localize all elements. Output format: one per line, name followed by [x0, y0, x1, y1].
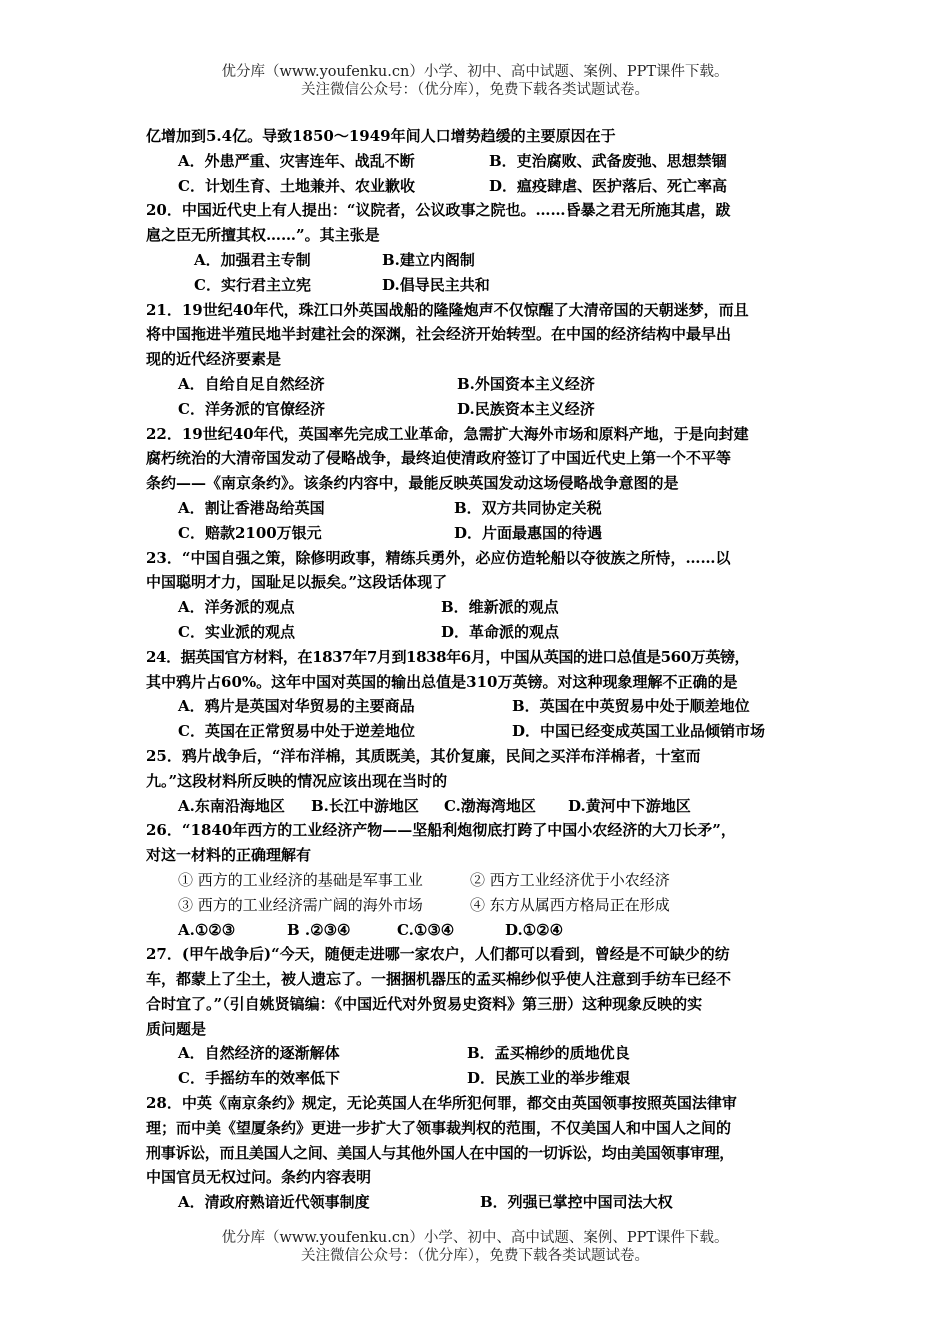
option-row — [146, 248, 811, 273]
question-25 — [146, 744, 811, 818]
option-d: D．中国已经变成英国工业品倾销市场 — [512, 722, 766, 741]
option-b: B．英国在中英贸易中处于顺差地位 — [512, 697, 750, 716]
option-row — [146, 496, 811, 521]
question-stem: 27．(甲午战争后)“今天，随便走进哪一家农户，人们都可以看到，曾经是不可缺少的纺 — [146, 945, 730, 964]
question-stem: 中国聪明才力，国耻足以振矣。”这段话体现了 — [146, 573, 448, 592]
option-d: D.①②④ — [505, 920, 564, 939]
question-19 — [146, 124, 811, 198]
option-row — [146, 521, 811, 546]
statement-1: ① 西方的工业经济的基础是军事工业 — [178, 870, 423, 889]
footer-line-1: 优分库（www.youfenku.cn）小学、初中、高中试题、案例、PPT课件下载。 — [221, 1230, 729, 1246]
option-a: A.东南沿海地区 — [178, 796, 285, 815]
option-a: A．割让香港岛给英国 — [178, 498, 325, 517]
question-stem: 25．鸦片战争后，“洋布洋棉，其质既美，其价复廉，民间之买洋布洋棉者，十室而 — [146, 746, 701, 765]
option-d: D.民族资本主义经济 — [457, 399, 595, 418]
option-b: B．双方共同协定关税 — [454, 498, 602, 517]
option-b: B．吏治腐败、武备废弛、思想禁锢 — [489, 151, 727, 170]
option-a: A．自然经济的逐渐解体 — [178, 1044, 340, 1063]
question-stem: 刑事诉讼，而且美国人之间、美国人与其他外国人在中国的一切诉讼，均由美国领事审理， — [146, 1143, 735, 1162]
option-d: D．民族工业的举步维艰 — [467, 1069, 631, 1088]
question-stem: 21．19世纪40年代，珠江口外英国战船的隆隆炮声不仅惊醒了大清帝国的天朝迷梦，而且 — [146, 300, 749, 319]
option-c: C．实行君主立宪 — [194, 275, 311, 294]
question-stem: 质问题是 — [146, 1019, 207, 1038]
question-stem: 车，都蒙上了尘土，被人遗忘了。一捆捆机器压的孟买棉纱似乎使人注意到手纺车已经不 — [146, 970, 732, 989]
question-stem: 亿增加到5.4亿。导致1850～1949年间人口增势趋缓的主要原因在于 — [146, 127, 616, 145]
question-stem: 28．中英《南京条约》规定，无论英国人在华所犯何罪，都交由英国领事按照英国法律审 — [146, 1094, 737, 1113]
option-row — [146, 174, 811, 199]
option-a: A．自给自足自然经济 — [178, 374, 325, 393]
option-b: B.外国资本主义经济 — [457, 374, 595, 393]
header-line-2: 关注微信公众号：（优分库），免费下载各类试题试卷。 — [301, 82, 649, 98]
question-stem: 其中鸦片占60%。这年中国对英国的输出总值是310万英镑。对这种现象理解不正确的是 — [146, 672, 738, 691]
question-stem: 九。”这段材料所反映的情况应该出现在当时的 — [146, 771, 448, 790]
option-a: A．鸦片是英国对华贸易的主要商品 — [178, 697, 415, 716]
option-a: A．加强君主专制 — [194, 250, 311, 269]
statement-2: ② 西方工业经济优于小农经济 — [470, 870, 670, 889]
option-c: C．手摇纺车的效率低下 — [178, 1069, 340, 1088]
option-b: B．孟买棉纱的质地优良 — [467, 1044, 630, 1063]
option-d: D．瘟疫肆虐、医护落后、死亡率高 — [489, 176, 728, 195]
option-a: A.①②③ — [178, 920, 236, 939]
question-stem: 20．中国近代史上有人提出：“议院者，公议政事之院也。……昏暴之君无所施其虐，跋 — [146, 201, 731, 220]
option-row — [146, 794, 811, 819]
option-row — [146, 397, 811, 422]
option-c: C.①③④ — [397, 920, 455, 939]
option-a: A．清政府熟谙近代领事制度 — [178, 1193, 370, 1212]
option-c: C．洋务派的官僚经济 — [178, 399, 325, 418]
statement-4: ④ 东方从属西方格局正在形成 — [470, 895, 670, 914]
option-row — [146, 719, 811, 744]
option-c: C．实业派的观点 — [178, 622, 295, 641]
option-row — [146, 1041, 811, 1066]
statement-row — [146, 868, 811, 893]
option-d: D．片面最惠国的待遇 — [454, 523, 603, 542]
option-b: B．列强已掌控中国司法大权 — [480, 1193, 673, 1212]
option-row — [146, 273, 811, 298]
question-stem: 腐朽统治的大清帝国发动了侵略战争，最终迫使清政府签订了中国近代史上第一个不平等 — [146, 449, 732, 468]
option-b: B.建立内阁制 — [382, 250, 475, 269]
question-26 — [146, 818, 811, 942]
question-21 — [146, 298, 811, 422]
option-b: B．维新派的观点 — [441, 598, 559, 617]
option-d: D.黄河中下游地区 — [568, 796, 691, 815]
question-stem: 合时宜了。”（引自姚贤镐编：《中国近代对外贸易史资料》第三册）这种现象反映的实 — [146, 994, 703, 1013]
question-stem: 条约——《南京条约》。该条约内容中，最能反映英国发动这场侵略战争意图的是 — [146, 474, 679, 493]
question-28 — [146, 1091, 811, 1215]
statement-row — [146, 893, 811, 918]
question-22 — [146, 422, 811, 546]
footer-line-2: 关注微信公众号：（优分库），免费下载各类试题试卷。 — [301, 1248, 649, 1264]
question-stem: 理；而中美《望厦条约》更进一步扩大了领事裁判权的范围，不仅美国人和中国人之间的 — [146, 1118, 732, 1137]
statement-3: ③ 西方的工业经济需广阔的海外市场 — [178, 895, 423, 914]
page-header — [0, 63, 950, 99]
option-a: A．洋务派的观点 — [178, 598, 295, 617]
question-stem: 现的近代经济要素是 — [146, 350, 282, 369]
page-footer — [0, 1229, 950, 1265]
question-20 — [146, 198, 811, 297]
option-c: C．计划生育、土地兼并、农业歉收 — [178, 176, 415, 195]
option-b: B.长江中游地区 — [311, 796, 419, 815]
question-24 — [146, 645, 811, 744]
option-row — [146, 1190, 811, 1215]
option-row — [146, 372, 811, 397]
question-stem: 对这一材料的正确理解有 — [146, 846, 312, 865]
question-23 — [146, 546, 811, 645]
question-stem: 将中国拖进半殖民地半封建社会的深渊，社会经济开始转型。在中国的经济结构中最早出 — [146, 325, 732, 344]
question-27 — [146, 942, 811, 1091]
option-row — [146, 149, 811, 174]
question-stem: 26．“1840年西方的工业经济产物——坚船利炮彻底打跨了中国小农经济的大刀长矛”， — [146, 821, 736, 840]
option-row — [146, 1066, 811, 1091]
option-d: D．革命派的观点 — [441, 622, 560, 641]
option-a: A．外患严重、灾害连年、战乱不断 — [178, 151, 415, 170]
option-c: C.渤海湾地区 — [444, 796, 536, 815]
question-stem: 23．“中国自强之策，除修明政事，精练兵勇外，必应仿造轮船以夺彼族之所恃，……以 — [146, 548, 731, 567]
option-c: C．赔款2100万银元 — [178, 523, 322, 542]
question-stem: 中国官员无权过问。条约内容表明 — [146, 1168, 372, 1187]
option-row — [146, 620, 811, 645]
option-row — [146, 694, 811, 719]
option-row — [146, 595, 811, 620]
option-b: B .②③④ — [287, 920, 351, 939]
header-line-1: 优分库（www.youfenku.cn）小学、初中、高中试题、案例、PPT课件下载。 — [221, 64, 729, 80]
option-row — [146, 918, 811, 943]
option-d: D.倡导民主共和 — [382, 275, 490, 294]
question-stem: 24．据英国官方材料，在1837年7月到1838年6月，中国从英国的进口总值是560万英镑， — [146, 647, 750, 666]
exam-body — [146, 124, 811, 1215]
question-stem: 22．19世纪40年代，英国率先完成工业革命，急需扩大海外市场和原料产地，于是向封建 — [146, 424, 749, 443]
option-c: C．英国在正常贸易中处于逆差地位 — [178, 722, 415, 741]
question-stem: 扈之臣无所擅其权……”。其主张是 — [146, 226, 380, 245]
